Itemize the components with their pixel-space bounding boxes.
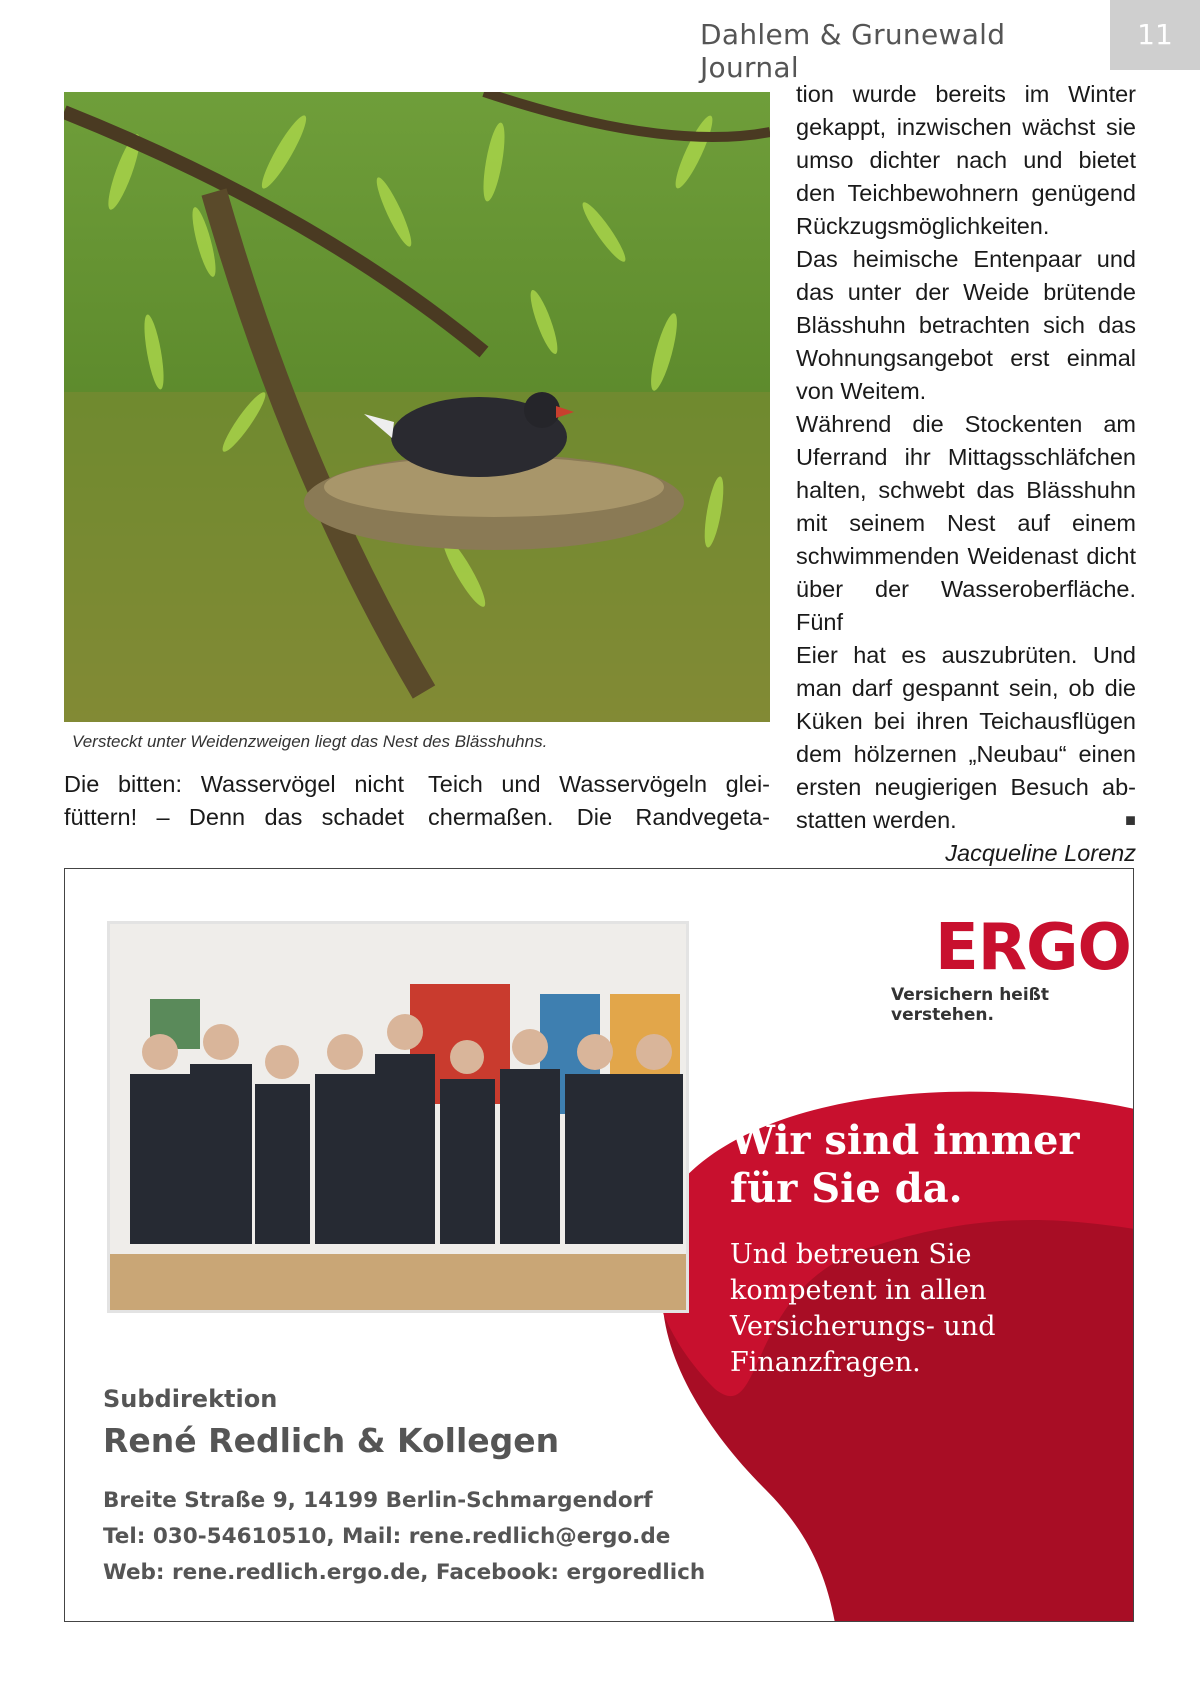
headline-line: für Sie da. xyxy=(730,1165,963,1212)
author-byline: Jacqueline Lorenz xyxy=(945,840,1136,866)
text-line: das unter der Weide brütende xyxy=(796,279,1136,305)
end-mark: ■ xyxy=(1125,810,1136,830)
text-line: füttern! – Denn das schadet xyxy=(64,804,404,830)
text-line: dem hölzernen „Neubau“ einen xyxy=(796,741,1136,767)
text-line: halten, schwebt das Blässhuhn xyxy=(796,477,1136,503)
team-photo xyxy=(107,921,689,1313)
contact-address: Breite Straße 9, 14199 Berlin-Schmargendorf xyxy=(103,1488,653,1513)
ergo-advertisement xyxy=(64,868,1134,1622)
text-line: ersten neugierigen Besuch ab- xyxy=(796,774,1136,800)
nest-photo xyxy=(64,92,770,722)
body-line: Finanzfragen. xyxy=(730,1347,921,1378)
text-line: Während die Stockenten am xyxy=(796,411,1136,437)
text-line: Uferrand ihr Mittagsschläfchen xyxy=(796,444,1136,470)
text-line: Eier hat es auszubrüten. Und xyxy=(796,642,1136,668)
text-line-last: statten werden. xyxy=(796,807,957,833)
text-line: Küken bei ihren Teichausflügen xyxy=(796,708,1136,734)
team-group-illustration xyxy=(110,924,686,1310)
text-line: tion wurde bereits im Winter xyxy=(796,81,1136,107)
agency-name: René Redlich & Kollegen xyxy=(103,1421,560,1460)
article-column-2 xyxy=(428,768,770,834)
article-column-3 xyxy=(796,78,1136,870)
contact-web: Web: rene.redlich.ergo.de, Facebook: ergoredlich xyxy=(103,1560,706,1585)
text-line: Rückzugsmöglichkeiten. xyxy=(796,213,1050,239)
text-line: den Teichbewohnern genügend xyxy=(796,180,1136,206)
text-line: umso dichter nach und bietet xyxy=(796,147,1136,173)
page-number-badge xyxy=(1110,0,1200,70)
text-line: chermaßen. Die Randvegeta- xyxy=(428,804,770,830)
text-line: Wohnungsangebot erst einmal xyxy=(796,345,1136,371)
ad-subtitle: Subdirektion xyxy=(103,1385,278,1413)
body-line: Versicherungs- und xyxy=(730,1311,996,1342)
text-line xyxy=(796,804,1136,837)
text-line: Blässhuhn betrachten sich das xyxy=(796,312,1136,338)
contact-phone-mail: Tel: 030-54610510, Mail: rene.redlich@ergo.de xyxy=(103,1524,671,1549)
article-column-1 xyxy=(64,768,404,834)
agency-contact xyxy=(103,1483,705,1591)
text-line: schwimmenden Weidenast dicht xyxy=(796,543,1136,569)
text-line: man darf gespannt sein, ob die xyxy=(796,675,1136,701)
moorhen-nest-illustration xyxy=(64,92,770,722)
journal-title: Dahlem & Grunewald Journal xyxy=(700,18,1006,84)
text-line: Das heimische Entenpaar und xyxy=(796,246,1136,272)
text-line: mit seinem Nest auf einem xyxy=(796,510,1136,536)
ergo-logo: ERGO xyxy=(935,911,1131,985)
ad-body-text xyxy=(730,1237,1110,1381)
body-line: kompetent in allen xyxy=(730,1275,987,1306)
ergo-slogan: Versichern heißt verstehen. xyxy=(891,985,1050,1025)
text-line: Teich und Wasservögeln glei- xyxy=(428,771,770,797)
text-line: über der Wasseroberfläche. Fünf xyxy=(796,576,1136,635)
photo-caption: Versteckt unter Weidenzweigen liegt das Nest des Blässhuhns. xyxy=(72,732,548,751)
page-number: 11 xyxy=(1137,18,1173,51)
text-line: von Weitem. xyxy=(796,378,927,404)
body-line: Und betreuen Sie xyxy=(730,1239,972,1270)
headline-line: Wir sind immer xyxy=(730,1117,1080,1164)
ad-headline xyxy=(730,1117,1110,1213)
text-line: gekappt, inzwischen wächst sie xyxy=(796,114,1136,140)
text-line: Die bitten: Wasservögel nicht xyxy=(64,771,404,797)
